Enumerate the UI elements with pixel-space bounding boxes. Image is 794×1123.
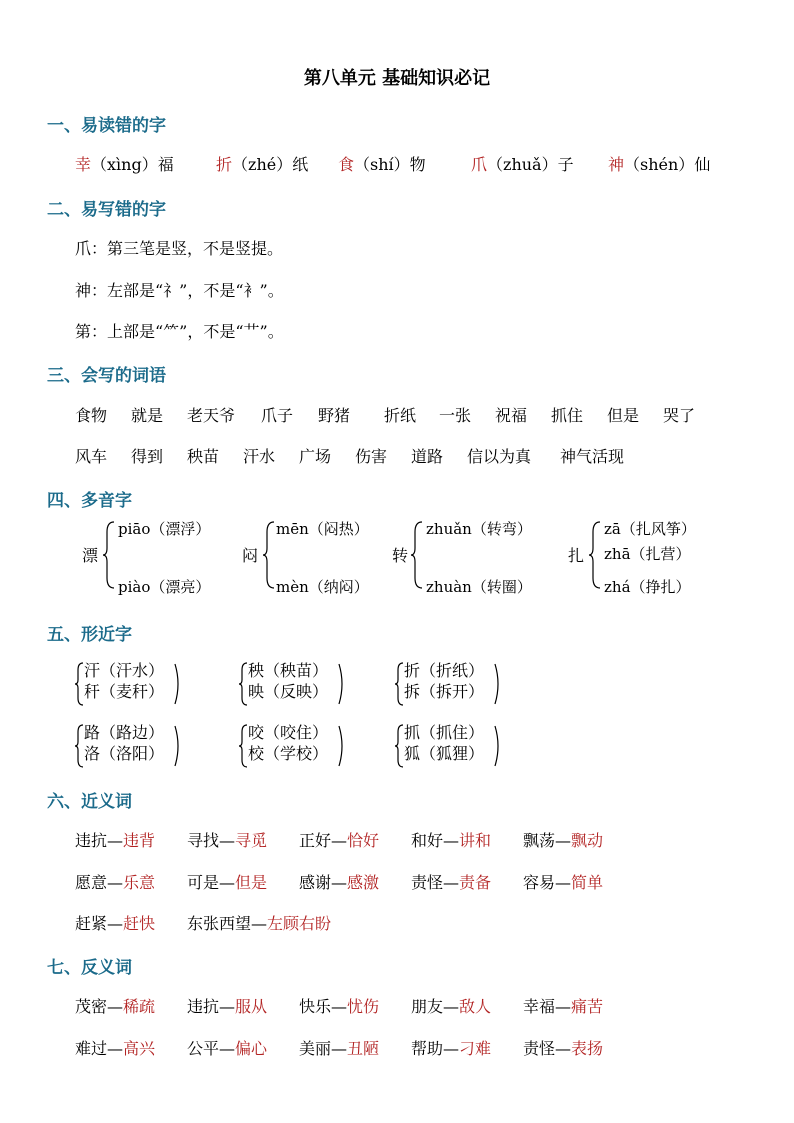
antonym-pair-dash: — bbox=[555, 1039, 572, 1058]
synonym-pair-dash: — bbox=[107, 873, 124, 892]
section-heading-7: 七、反义词 bbox=[47, 958, 132, 978]
synonym-pair-answer: 违背 bbox=[123, 831, 156, 850]
vocab-word: 得到 bbox=[131, 447, 164, 466]
vocab-word: 伤害 bbox=[355, 447, 388, 466]
misread-item: 食（shí）物 bbox=[338, 155, 426, 174]
right-paren-icon bbox=[494, 662, 502, 706]
right-paren-icon bbox=[174, 724, 182, 768]
synonym-pair-word: 东张西望 bbox=[187, 914, 252, 933]
antonym-pair-dash: — bbox=[555, 997, 572, 1016]
synonym-pair-answer: 寻觅 bbox=[235, 831, 268, 850]
right-paren-icon bbox=[338, 724, 346, 768]
antonym-pair-word: 帮助 bbox=[411, 1039, 444, 1058]
synonym-pair-word: 正好 bbox=[299, 831, 332, 850]
vocab-row-2 bbox=[0, 444, 794, 466]
synonym-pair-word: 感谢 bbox=[299, 873, 332, 892]
synonym-pair bbox=[75, 870, 155, 893]
left-brace-icon bbox=[102, 520, 116, 590]
antonym-pair-answer: 偏心 bbox=[235, 1039, 268, 1058]
section-heading-3: 三、会写的词语 bbox=[47, 366, 166, 386]
left-brace-icon bbox=[588, 520, 602, 590]
section-heading-4: 四、多音字 bbox=[47, 491, 132, 511]
antonym-pair-word: 快乐 bbox=[299, 997, 332, 1016]
vocab-row-1 bbox=[0, 403, 794, 425]
synonym-pair-dash: — bbox=[331, 873, 348, 892]
synonym-pair-dash: — bbox=[219, 831, 236, 850]
antonym-pair-word: 美丽 bbox=[299, 1039, 332, 1058]
synonym-pair bbox=[299, 828, 379, 851]
antonym-pair-dash: — bbox=[219, 1039, 236, 1058]
vocab-word: 爪子 bbox=[261, 406, 294, 425]
synonym-pair-word: 飘荡 bbox=[523, 831, 556, 850]
antonym-pair bbox=[187, 994, 267, 1017]
antonym-pair-word: 公平 bbox=[187, 1039, 220, 1058]
antonym-pair-answer: 服从 bbox=[235, 997, 268, 1016]
miswrite-line: 第：上部是“⺮”，不是“艹”。 bbox=[75, 322, 284, 341]
vocab-word: 广场 bbox=[299, 447, 332, 466]
synonym-pair-dash: — bbox=[251, 914, 268, 933]
right-paren-icon bbox=[494, 724, 502, 768]
left-brace-icon bbox=[74, 662, 84, 706]
synonym-pair-answer: 恰好 bbox=[347, 831, 380, 850]
synonym-pair-dash: — bbox=[443, 831, 460, 850]
vocab-word: 但是 bbox=[607, 406, 640, 425]
section-heading-2: 二、易写错的字 bbox=[47, 200, 166, 220]
section-heading-1: 一、易读错的字 bbox=[47, 116, 166, 136]
misread-item: 折（zhé）纸 bbox=[216, 155, 309, 174]
synonym-pair bbox=[75, 911, 155, 934]
left-brace-icon bbox=[394, 724, 404, 768]
synonym-pair bbox=[411, 828, 491, 851]
synonym-pair-answer: 讲和 bbox=[459, 831, 492, 850]
antonym-pair-word: 朋友 bbox=[411, 997, 444, 1016]
synonym-pair-dash: — bbox=[219, 873, 236, 892]
antonym-pair-answer: 忧伤 bbox=[347, 997, 380, 1016]
miswrite-line: 爪：第三笔是竖，不是竖提。 bbox=[75, 239, 284, 258]
antonym-pair bbox=[75, 1036, 155, 1059]
misread-item: 爪（zhuǎ）子 bbox=[471, 155, 574, 174]
vocab-word: 祝福 bbox=[495, 406, 528, 425]
left-brace-icon bbox=[262, 520, 276, 590]
left-brace-icon bbox=[238, 662, 248, 706]
vocab-word: 道路 bbox=[411, 447, 444, 466]
synonym-pair-answer: 但是 bbox=[235, 873, 268, 892]
synonym-pair-answer: 赶快 bbox=[123, 914, 156, 933]
synonym-pair-dash: — bbox=[107, 914, 124, 933]
miswrite-line: 神：左部是“礻”，不是“衤”。 bbox=[75, 281, 284, 300]
synonym-pair-answer: 乐意 bbox=[123, 873, 156, 892]
synonym-pair-answer: 责备 bbox=[459, 873, 492, 892]
left-brace-icon bbox=[394, 662, 404, 706]
left-brace-icon bbox=[410, 520, 424, 590]
vocab-word: 老天爷 bbox=[187, 406, 236, 425]
vocab-word: 折纸 bbox=[384, 406, 417, 425]
antonym-pair-dash: — bbox=[107, 997, 124, 1016]
misread-item: 幸（xìng）福 bbox=[75, 155, 174, 174]
synonym-pair-word: 寻找 bbox=[187, 831, 220, 850]
antonym-pair-word: 违抗 bbox=[187, 997, 220, 1016]
antonym-pair-answer: 稀疏 bbox=[123, 997, 156, 1016]
vocab-word: 食物 bbox=[75, 406, 108, 425]
antonym-pair bbox=[411, 1036, 491, 1059]
vocab-word: 神气活现 bbox=[560, 447, 625, 466]
section-heading-6: 六、近义词 bbox=[47, 792, 132, 812]
antonym-pair bbox=[411, 994, 491, 1017]
antonym-pair-answer: 痛苦 bbox=[571, 997, 604, 1016]
vocab-word: 抓住 bbox=[551, 406, 584, 425]
synonym-pair-dash: — bbox=[555, 873, 572, 892]
antonym-pair-answer: 刁难 bbox=[459, 1039, 492, 1058]
right-paren-icon bbox=[338, 662, 346, 706]
antonym-pair-answer: 丑陋 bbox=[347, 1039, 380, 1058]
synonym-pair bbox=[187, 870, 267, 893]
synonym-pair-word: 责怪 bbox=[411, 873, 444, 892]
synonym-pair-dash: — bbox=[331, 831, 348, 850]
antonym-pair-dash: — bbox=[107, 1039, 124, 1058]
antonym-pair-dash: — bbox=[219, 997, 236, 1016]
antonym-pair bbox=[523, 1036, 603, 1059]
synonym-pair-answer: 左顾右盼 bbox=[267, 914, 332, 933]
synonym-pair bbox=[523, 828, 603, 851]
synonym-pair-answer: 飘动 bbox=[571, 831, 604, 850]
antonym-pair-word: 责怪 bbox=[523, 1039, 556, 1058]
vocab-word: 风车 bbox=[75, 447, 108, 466]
antonym-pair-dash: — bbox=[331, 1039, 348, 1058]
antonym-pair bbox=[299, 1036, 379, 1059]
synonym-pair bbox=[299, 870, 379, 893]
synonym-pair bbox=[523, 870, 603, 893]
left-brace-icon bbox=[74, 724, 84, 768]
right-paren-icon bbox=[174, 662, 182, 706]
synonym-pair bbox=[411, 870, 491, 893]
antonym-pair-answer: 表扬 bbox=[571, 1039, 604, 1058]
synonym-pair-dash: — bbox=[555, 831, 572, 850]
antonym-pair-dash: — bbox=[443, 997, 460, 1016]
vocab-word: 秧苗 bbox=[187, 447, 220, 466]
antonym-pair bbox=[187, 1036, 267, 1059]
antonym-pair-dash: — bbox=[331, 997, 348, 1016]
synonym-pair-dash: — bbox=[107, 831, 124, 850]
antonym-pair-answer: 高兴 bbox=[123, 1039, 156, 1058]
antonym-pair-word: 难过 bbox=[75, 1039, 108, 1058]
antonym-pair bbox=[299, 994, 379, 1017]
synonym-pair-dash: — bbox=[443, 873, 460, 892]
left-brace-icon bbox=[238, 724, 248, 768]
synonym-pair-word: 违抗 bbox=[75, 831, 108, 850]
vocab-word: 野猪 bbox=[318, 406, 351, 425]
section-heading-5: 五、形近字 bbox=[47, 625, 132, 645]
misread-item: 神（shén）仙 bbox=[608, 155, 711, 174]
synonym-pair-word: 可是 bbox=[187, 873, 220, 892]
vocab-word: 一张 bbox=[439, 406, 472, 425]
synonym-pair-word: 赶紧 bbox=[75, 914, 108, 933]
synonym-pair-answer: 简单 bbox=[571, 873, 604, 892]
vocab-word: 就是 bbox=[131, 406, 164, 425]
antonym-pair-dash: — bbox=[443, 1039, 460, 1058]
synonym-pair-word: 容易 bbox=[523, 873, 556, 892]
antonym-pair-word: 幸福 bbox=[523, 997, 556, 1016]
synonym-pair-answer: 感激 bbox=[347, 873, 380, 892]
synonym-pair bbox=[187, 911, 331, 934]
vocab-word: 汗水 bbox=[243, 447, 276, 466]
antonym-pair-word: 茂密 bbox=[75, 997, 108, 1016]
page-title: 第八单元 基础知识必记 bbox=[303, 68, 491, 89]
vocab-word: 信以为真 bbox=[467, 447, 532, 466]
synonym-pair-word: 和好 bbox=[411, 831, 444, 850]
vocab-word: 哭了 bbox=[663, 406, 696, 425]
antonym-pair bbox=[523, 994, 603, 1017]
synonym-pair bbox=[75, 828, 155, 851]
synonym-pair bbox=[187, 828, 267, 851]
antonym-pair-answer: 敌人 bbox=[459, 997, 492, 1016]
synonym-pair-word: 愿意 bbox=[75, 873, 108, 892]
antonym-pair bbox=[75, 994, 155, 1017]
